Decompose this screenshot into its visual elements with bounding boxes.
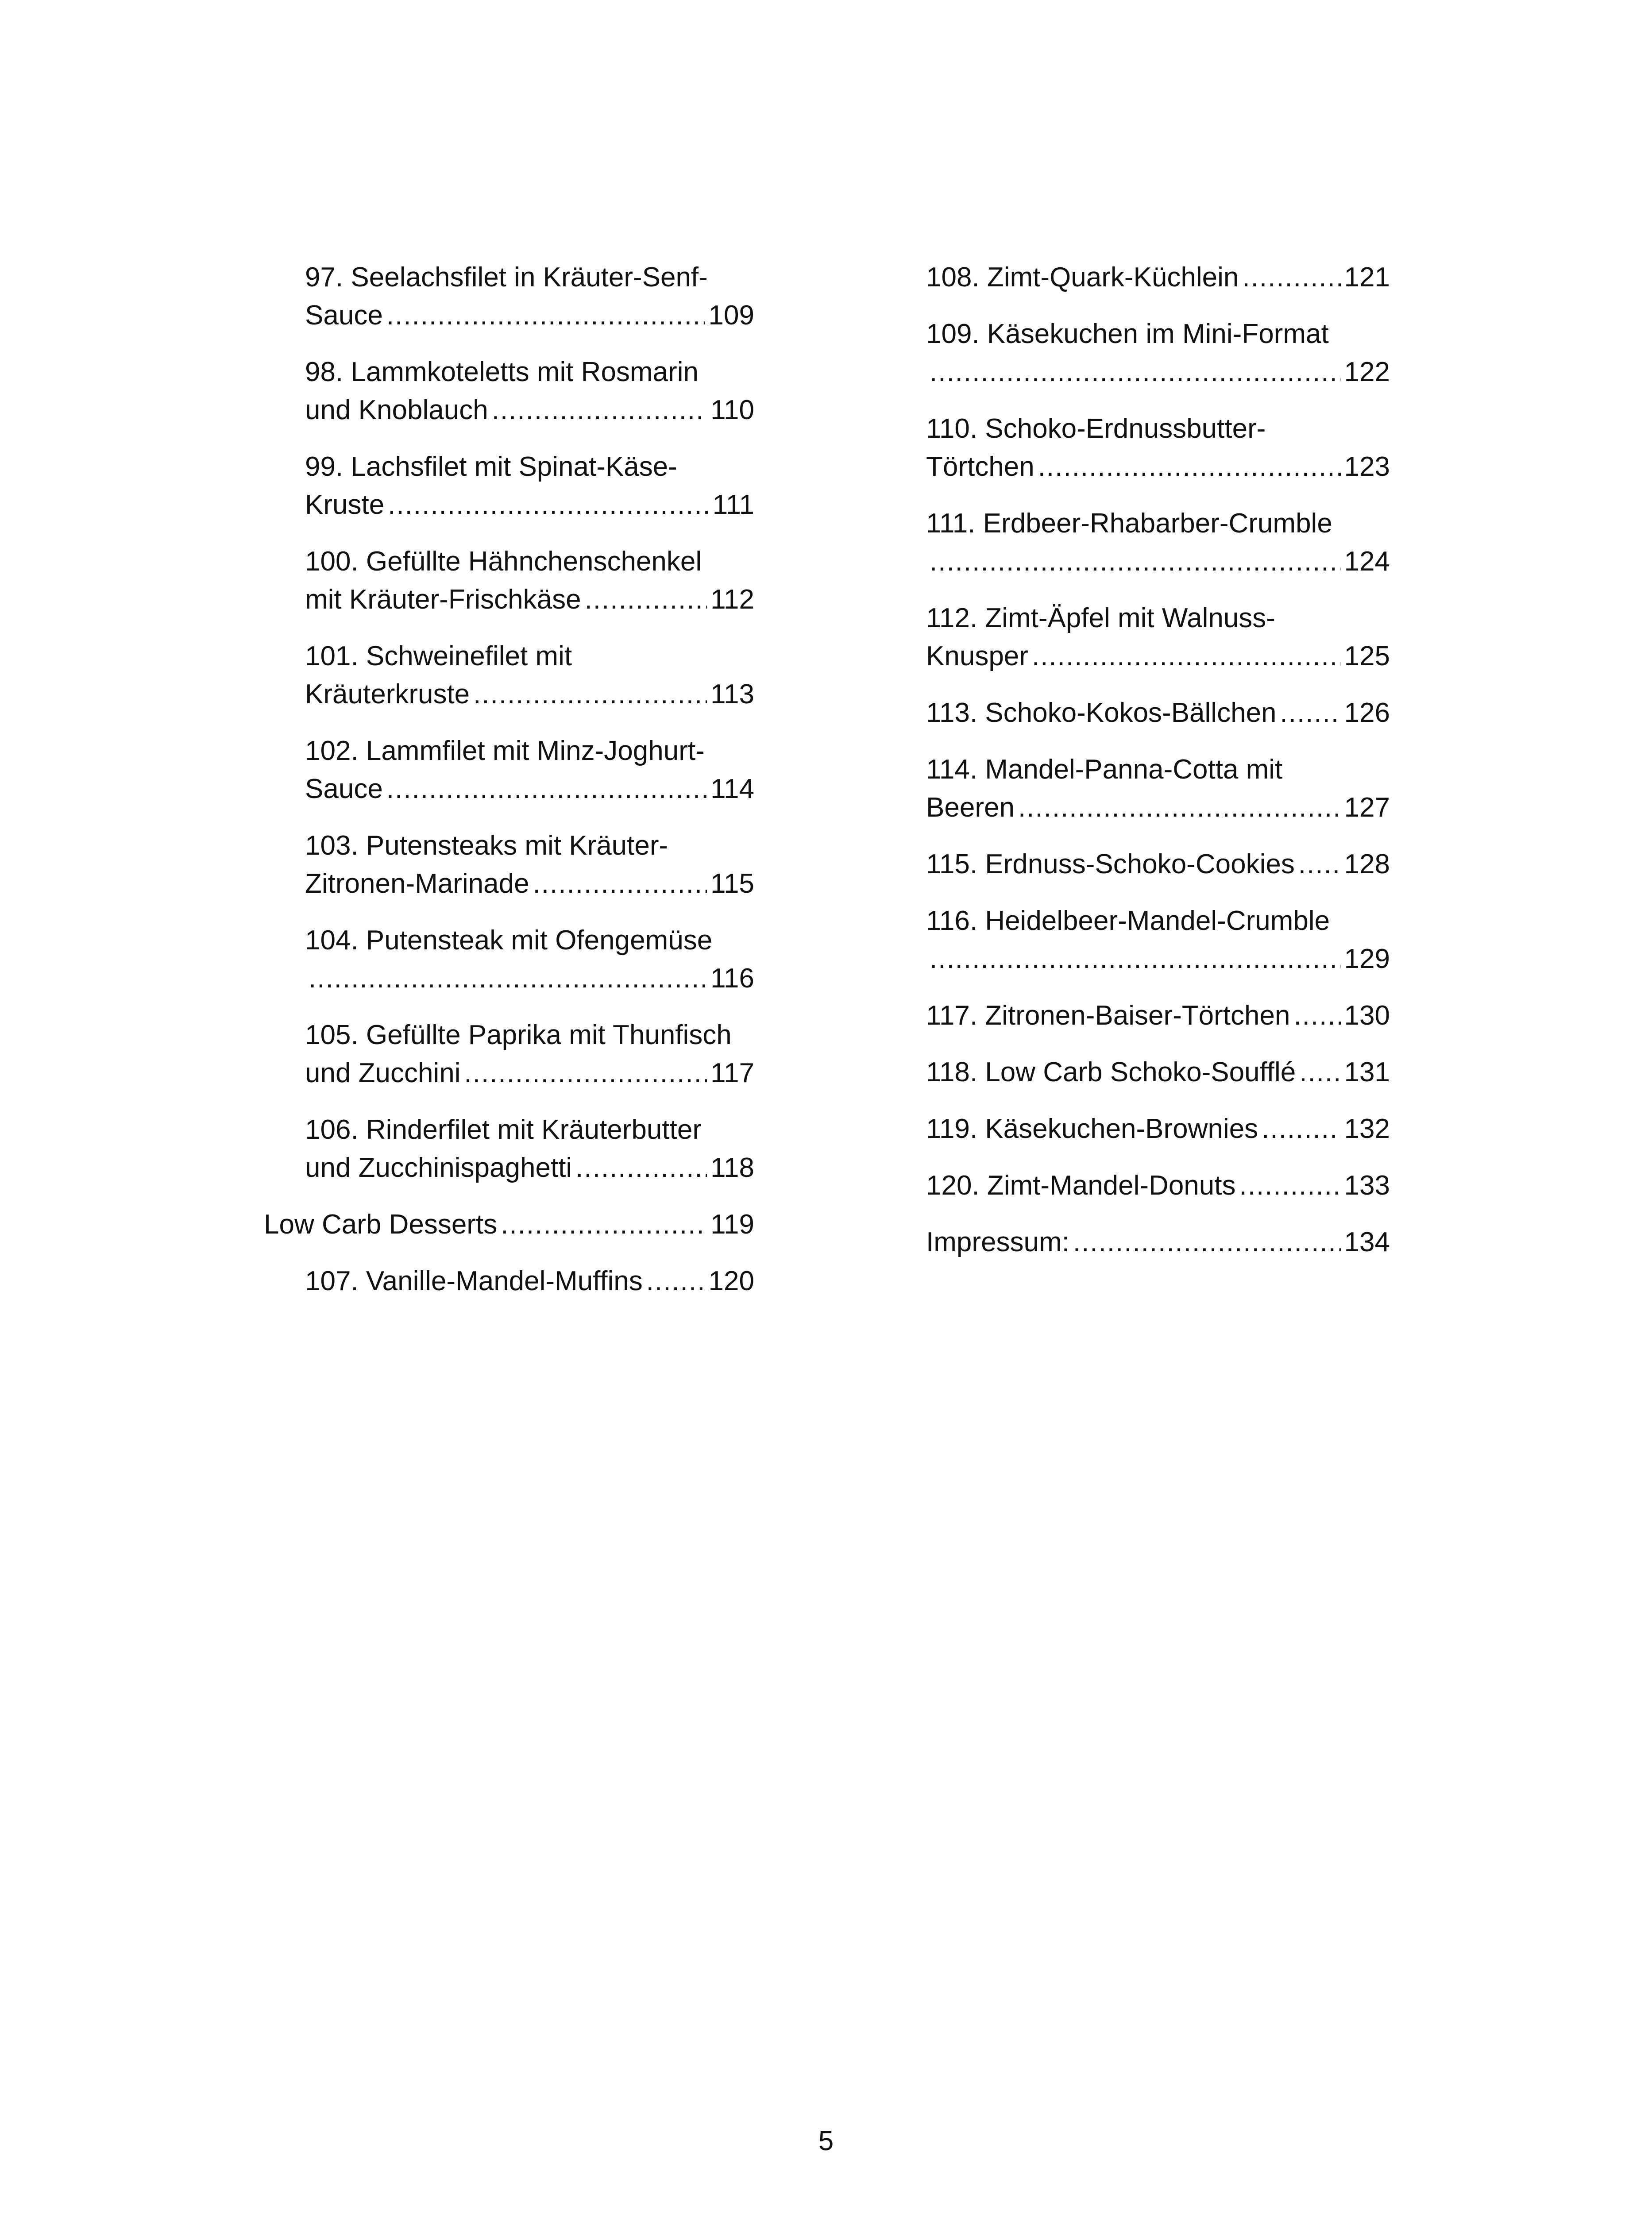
toc-entry-title: 116. Heidelbeer-Mandel-Crumble: [926, 906, 1330, 936]
dot-leader: [386, 297, 705, 335]
toc-entry[interactable]: [264, 1262, 754, 1300]
toc-entry-title: 111. Erdbeer-Rhabarber-Crumble: [926, 508, 1332, 539]
toc-entry-title-continued: Zitronen-Marinade: [305, 868, 529, 899]
toc-entry-title-continued: 120. Zimt-Mandel-Donuts: [926, 1170, 1236, 1201]
toc-entry[interactable]: [926, 599, 1390, 675]
toc-entry[interactable]: [264, 543, 754, 619]
toc-entry[interactable]: [264, 637, 754, 713]
toc-entry-title-continued: 107. Vanille-Mandel-Muffins: [305, 1266, 643, 1296]
toc-entry[interactable]: [926, 410, 1390, 486]
toc-entry-line: [926, 1223, 1390, 1261]
toc-entry-line: [926, 1053, 1390, 1091]
toc-page-number: 114: [710, 774, 754, 804]
toc-entry[interactable]: [926, 1110, 1390, 1148]
dot-leader: [464, 1054, 707, 1092]
toc-entry-title-continued: Sauce: [305, 300, 383, 331]
toc-entry-title-continued: Törtchen: [926, 451, 1034, 482]
toc-entry-line: [926, 1167, 1390, 1205]
toc-page-number: 131: [1344, 1057, 1390, 1087]
dot-leader: [1242, 258, 1340, 297]
toc-entry[interactable]: [926, 751, 1390, 827]
dot-leader: [1073, 1223, 1341, 1261]
toc-entry-title-continued: mit Kräuter-Frischkäse: [305, 584, 581, 615]
toc-entry-line: [926, 448, 1390, 486]
toc-entry-title: 99. Lachsfilet mit Spinat-Käse-: [305, 451, 677, 482]
toc-page-number: 111: [712, 490, 754, 520]
toc-entry-title: 110. Schoko-Erdnussbutter-: [926, 413, 1266, 444]
toc-entry-line: [305, 581, 754, 619]
toc-entry-title: 104. Putensteak mit Ofengemüse: [305, 925, 713, 956]
toc-page-number: 134: [1344, 1227, 1390, 1257]
dot-leader: [533, 865, 707, 903]
toc-page-number: 112: [710, 584, 754, 615]
dot-leader: [388, 486, 709, 524]
toc-page-number: 113: [710, 679, 754, 709]
toc-entry[interactable]: [264, 921, 754, 998]
toc-page-number: 118: [710, 1153, 754, 1183]
toc-entry-title-continued: Kräuterkruste: [305, 679, 470, 709]
toc-entry-line: [926, 789, 1390, 827]
toc-entry-title-continued: 117. Zitronen-Baiser-Törtchen: [926, 1000, 1290, 1031]
toc-entry-title-continued: 113. Schoko-Kokos-Bällchen: [926, 698, 1277, 728]
toc-entry-title-continued: und Zucchini: [305, 1058, 461, 1088]
toc-entry-line: [305, 865, 754, 903]
toc-entry-title: 102. Lammfilet mit Minz-Joghurt-: [305, 736, 705, 766]
dot-leader: [1038, 448, 1341, 486]
toc-entry-line: [926, 1110, 1390, 1148]
toc-entry-title-continued: und Zucchinispaghetti: [305, 1153, 572, 1183]
toc-entry-line: [926, 258, 1390, 297]
toc-entry[interactable]: [264, 258, 754, 335]
dot-leader: [646, 1262, 705, 1300]
toc-entry[interactable]: [926, 258, 1390, 297]
dot-leader: [1298, 845, 1341, 883]
toc-entry[interactable]: [926, 845, 1390, 883]
toc-page-number: 132: [1344, 1114, 1390, 1144]
toc-page-number: 109: [708, 300, 754, 331]
toc-page-number: 125: [1344, 641, 1390, 671]
toc-entry-title-continued: 118. Low Carb Schoko-Soufflé: [926, 1057, 1296, 1087]
toc-entry-line: [926, 845, 1390, 883]
dot-leader: [930, 353, 1341, 391]
toc-entry[interactable]: [926, 315, 1390, 391]
toc-entry-line: [305, 675, 754, 713]
toc-right-column: [926, 258, 1390, 1280]
toc-entry-title: 109. Käsekuchen im Mini-Format: [926, 319, 1329, 349]
toc-entry[interactable]: [926, 505, 1390, 581]
toc-entry-title-continued: Low Carb Desserts: [264, 1209, 498, 1240]
toc-entry[interactable]: [264, 448, 754, 524]
toc-entry[interactable]: [264, 1206, 754, 1244]
toc-entry-title: 97. Seelachsfilet in Kräuter-Senf-: [305, 262, 708, 293]
toc-entry[interactable]: [926, 1053, 1390, 1091]
toc-entry-title: 114. Mandel-Panna-Cotta mit: [926, 754, 1283, 785]
toc-entry-line: [305, 1262, 754, 1300]
toc-entry[interactable]: [926, 902, 1390, 978]
toc-entry[interactable]: [264, 732, 754, 808]
toc-entry-line: [926, 353, 1390, 391]
dot-leader: [585, 581, 707, 619]
toc-entry-title: 98. Lammkoteletts mit Rosmarin: [305, 357, 699, 387]
dot-leader: [575, 1149, 707, 1187]
page-number: 5: [818, 2126, 834, 2156]
toc-entry-line: [305, 960, 754, 998]
dot-leader: [1262, 1110, 1340, 1148]
toc-entry-title-continued: 115. Erdnuss-Schoko-Cookies: [926, 849, 1295, 879]
toc-page-number: 119: [710, 1209, 754, 1240]
toc-page-number: 117: [710, 1058, 754, 1088]
toc-entry-title-continued: und Knoblauch: [305, 395, 488, 425]
dot-leader: [1280, 694, 1341, 732]
toc-left-column: [264, 258, 754, 1319]
toc-entry-title-continued: 108. Zimt-Quark-Küchlein: [926, 262, 1239, 293]
toc-entry[interactable]: [926, 1223, 1390, 1261]
toc-entry[interactable]: [926, 1167, 1390, 1205]
toc-entry-line: [305, 297, 754, 335]
toc-page-number: 122: [1344, 357, 1390, 387]
toc-entry-line: [926, 694, 1390, 732]
dot-leader: [386, 770, 707, 808]
toc-entry[interactable]: [926, 694, 1390, 732]
toc-entry-title-continued: Kruste: [305, 490, 385, 520]
dot-leader: [930, 940, 1341, 978]
toc-entry[interactable]: [264, 353, 754, 429]
toc-entry-line: [305, 770, 754, 808]
toc-entry-line: [926, 997, 1390, 1035]
toc-entry-title: 112. Zimt-Äpfel mit Walnuss-: [926, 603, 1275, 633]
toc-entry-title: 100. Gefüllte Hähnchenschenkel: [305, 546, 702, 577]
toc-page-number: 121: [1344, 262, 1390, 293]
dot-leader: [1032, 637, 1341, 675]
toc-entry-title: 103. Putensteaks mit Kräuter-: [305, 830, 668, 861]
toc-entry-title-continued: Beeren: [926, 792, 1015, 823]
dot-leader: [473, 675, 707, 713]
toc-page-number: 120: [708, 1266, 754, 1296]
toc-page-number: 126: [1344, 698, 1390, 728]
toc-page-number: 127: [1344, 792, 1390, 823]
toc-entry-title: 101. Schweinefilet mit: [305, 641, 572, 671]
toc-entry-title-continued: Impressum:: [926, 1227, 1069, 1257]
toc-entry-title-continued: Sauce: [305, 774, 383, 804]
toc-entry[interactable]: [926, 997, 1390, 1035]
toc-entry-title-continued: Knusper: [926, 641, 1028, 671]
toc-page-number: 115: [710, 868, 754, 899]
dot-leader: [1239, 1167, 1341, 1205]
toc-page-number: 129: [1344, 944, 1390, 974]
toc-entry[interactable]: [264, 1016, 754, 1092]
toc-page-number: 116: [710, 963, 754, 994]
toc-page-number: 110: [710, 395, 754, 425]
toc-entry-title-continued: 119. Käsekuchen-Brownies: [926, 1114, 1258, 1144]
toc-entry-line: [305, 486, 754, 524]
toc-entry[interactable]: [264, 827, 754, 903]
toc-entry[interactable]: [264, 1111, 754, 1187]
toc-entry-title: 105. Gefüllte Paprika mit Thunfisch: [305, 1020, 732, 1050]
dot-leader: [492, 391, 707, 429]
toc-entry-line: [926, 940, 1390, 978]
toc-page-number: 128: [1344, 849, 1390, 879]
dot-leader: [930, 543, 1341, 581]
toc-entry-line: [305, 391, 754, 429]
toc-entry-line: [305, 1149, 754, 1187]
toc-entry-line: [264, 1206, 754, 1244]
toc-page-number: 133: [1344, 1170, 1390, 1201]
dot-leader: [501, 1206, 707, 1244]
dot-leader: [309, 960, 707, 998]
toc-page-number: 123: [1344, 451, 1390, 482]
toc-entry-title: 106. Rinderfilet mit Kräuterbutter: [305, 1114, 702, 1145]
dot-leader: [1299, 1053, 1340, 1091]
dot-leader: [1293, 997, 1340, 1035]
dot-leader: [1018, 789, 1341, 827]
toc-page-number: 130: [1344, 1000, 1390, 1031]
toc-page-number: 124: [1344, 546, 1390, 577]
toc-entry-line: [926, 543, 1390, 581]
toc-entry-line: [305, 1054, 754, 1092]
toc-entry-line: [926, 637, 1390, 675]
